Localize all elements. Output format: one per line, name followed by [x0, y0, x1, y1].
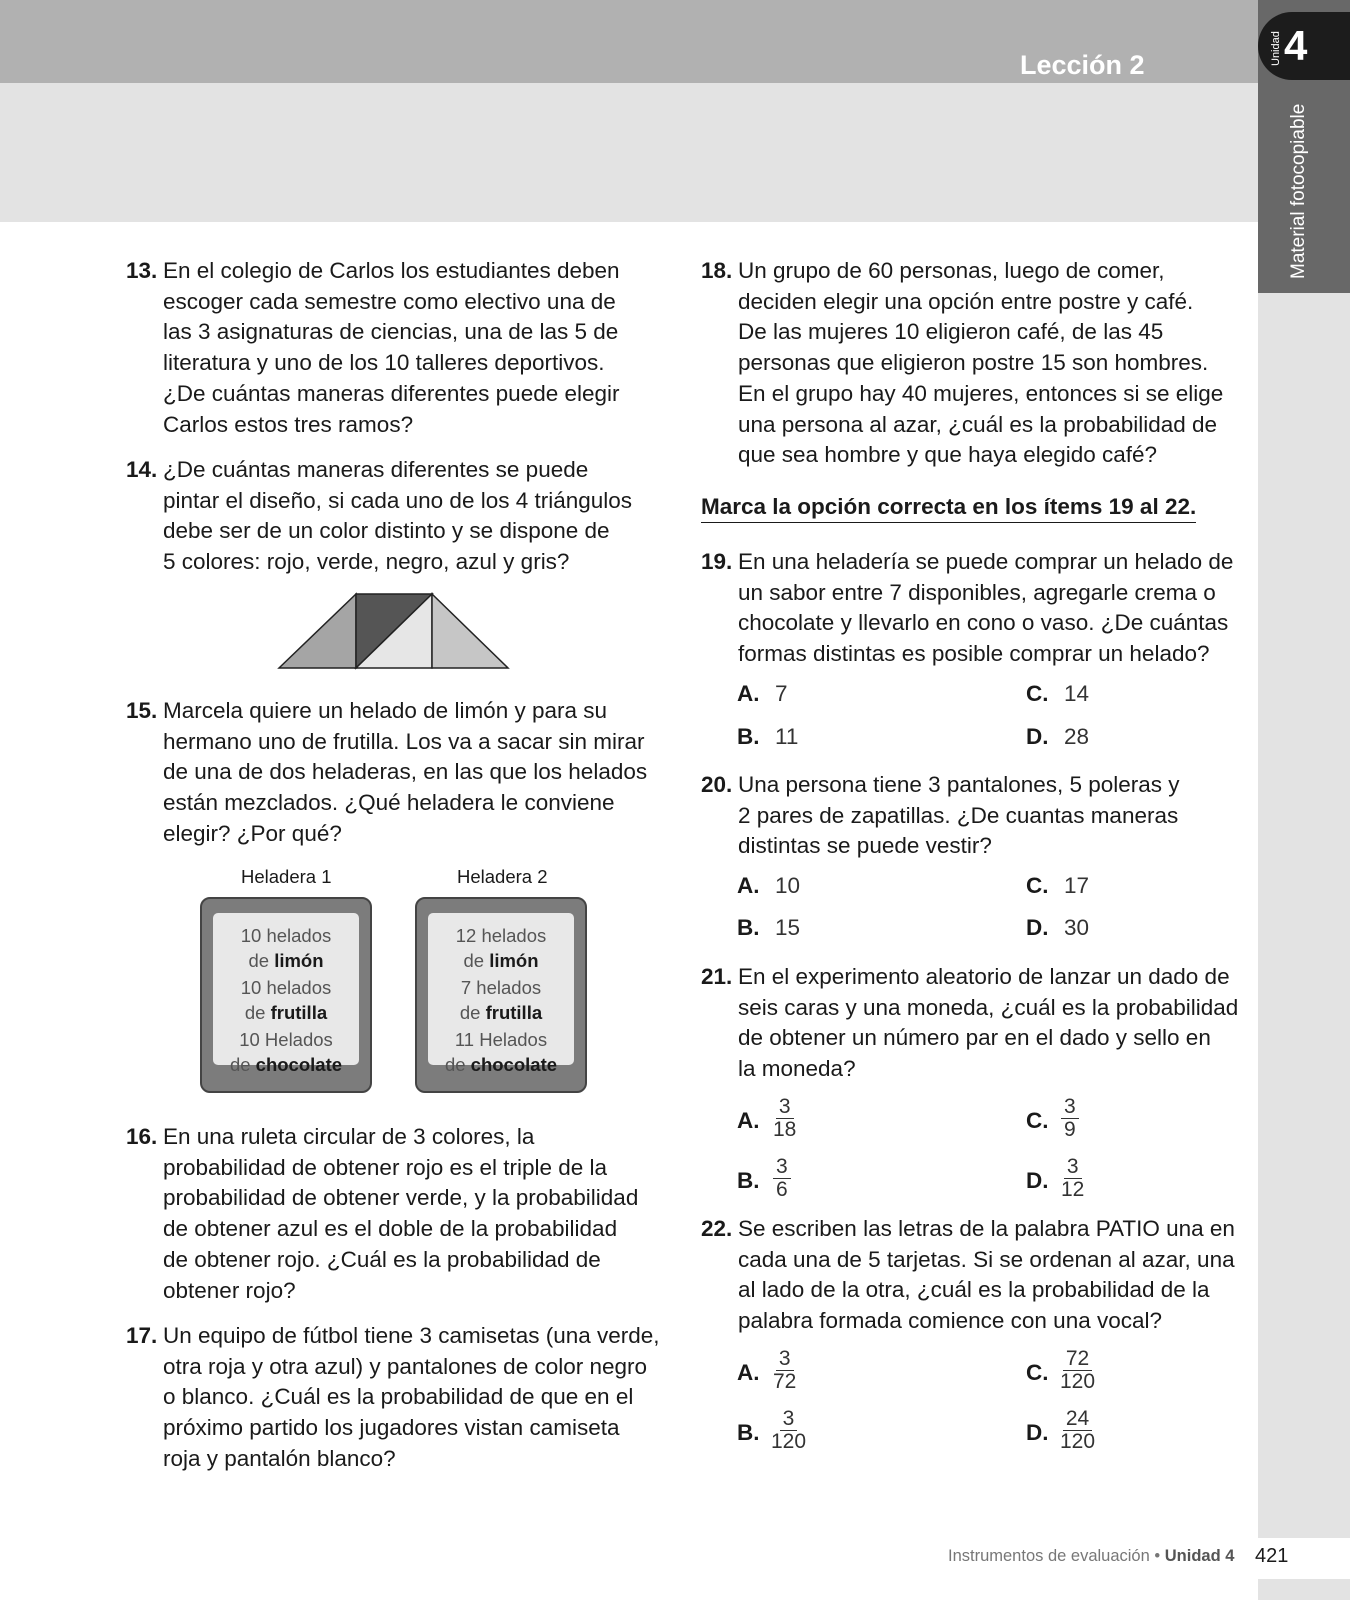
question-13	[126, 256, 666, 440]
fridge-2	[415, 897, 587, 1093]
fridge-1-title: Heladera 1	[241, 866, 332, 887]
question-22	[701, 1214, 1241, 1337]
fraction: $\frac{3}{72}$	[773, 1347, 797, 1393]
triangle-design	[276, 590, 512, 672]
option-b[interactable]: B. 15	[737, 915, 801, 940]
triangle-right	[432, 594, 508, 668]
option-a[interactable]: A.	[737, 1360, 760, 1385]
question-text: Un grupo de 60 personas, luego de comer, deciden elegir una opción entre postre y café. De las mujeres 10 eligieron café, de las 45 personas que eligieron postre 15 son hombres. En el grupo hay 40 mujeres, entonces si se elige una persona al azar, ¿cuál es la probabilidad de que sea hombre y que haya elegido café?	[738, 258, 1224, 468]
instruction: Marca la opción correcta en los ítems 19 al 22.	[701, 494, 1196, 523]
question-text: Se escriben las letras de la palabra PATIO una en cada una de 5 tarjetas. Si se ordenan al azar, una al lado de la otra, ¿cuál es la probabilidad de la palabra formada comience con una vocal?	[738, 1216, 1235, 1334]
unit-number: 4	[1284, 22, 1308, 69]
fridge-line: 10 Helados de chocolate	[229, 1029, 343, 1075]
option-c[interactable]: C.	[1026, 1108, 1049, 1133]
fridge-line: 10 helados de frutilla	[240, 977, 332, 1023]
option-c[interactable]: C. 14	[1026, 681, 1090, 706]
question-17	[126, 1321, 666, 1475]
triangle-left	[279, 594, 356, 668]
option-a[interactable]: A. 7	[737, 681, 788, 706]
question-text: En una ruleta circular de 3 colores, la probabilidad de obtener rojo es el triple de la probabilidad de obtener verde, y la probabilidad de obtener azul es el doble de la probabilidad de obtener rojo. ¿Cuál es la probabilidad de obtener rojo?	[163, 1124, 639, 1303]
question-number: 15.	[126, 698, 158, 723]
option-b[interactable]: B.	[737, 1420, 760, 1445]
question-text: ¿De cuántas maneras diferentes se puede pintar el diseño, si cada uno de los 4 triángulos debe ser de un color distinto y se dispone de 5 colores: rojo, verde, negro, azul y gris?	[163, 457, 633, 575]
question-number: 17.	[126, 1323, 158, 1348]
lesson-title: Lección 2	[1020, 50, 1145, 80]
option-a[interactable]: A.	[737, 1108, 760, 1133]
page-number: 421	[1255, 1545, 1289, 1567]
question-number: 13.	[126, 258, 158, 283]
option-a[interactable]: A. 10	[737, 873, 801, 898]
option-d[interactable]: D. 30	[1026, 915, 1090, 940]
option-b[interactable]: B.	[737, 1168, 760, 1193]
fridge-line: 7 helados de frutilla	[459, 977, 543, 1023]
option-d[interactable]: D.	[1026, 1420, 1049, 1445]
fraction: $\frac{3}{12}$	[1061, 1155, 1085, 1201]
question-15	[126, 696, 666, 850]
question-text: En el colegio de Carlos los estudiantes deben escoger cada semestre como electivo una de las 3 asignaturas de ciencias, una de las 5 de literatura y uno de los 10 talleres deportivos. ¿De cuántas maneras diferentes puede elegir Carlos estos tres ramos?	[163, 258, 620, 437]
footer: Instrumentos de evaluación • Unidad 4	[948, 1547, 1235, 1565]
fraction: $\frac{3}{120}$	[771, 1407, 807, 1453]
question-number: 14.	[126, 457, 158, 482]
fraction: $\frac{3}{18}$	[773, 1095, 797, 1141]
fraction: $\frac{24}{120}$	[1060, 1407, 1096, 1453]
question-18	[701, 256, 1241, 471]
fraction: $\frac{72}{120}$	[1060, 1347, 1096, 1393]
question-number: 22.	[701, 1216, 733, 1241]
option-c[interactable]: C.	[1026, 1360, 1049, 1385]
fridge-line: 11 Helados de chocolate	[444, 1029, 558, 1075]
option-b[interactable]: B. 11	[737, 724, 799, 749]
question-number: 19.	[701, 549, 733, 574]
question-number: 20.	[701, 772, 733, 797]
fridge-2-title: Heladera 2	[457, 866, 548, 887]
unit-label: Unidad	[1270, 31, 1282, 66]
question-text: En el experimento aleatorio de lanzar un dado de seis caras y una moneda, ¿cuál es la probabilidad de obtener un número par en el dado y sello en la moneda?	[738, 964, 1239, 1082]
question-16	[126, 1122, 666, 1306]
question-20	[701, 770, 1241, 862]
question-number: 16.	[126, 1124, 158, 1149]
fridge-line: 12 helados de limón	[455, 925, 547, 971]
question-21	[701, 962, 1241, 1085]
fraction: $\frac{3}{6}$	[773, 1156, 791, 1201]
question-19	[701, 547, 1241, 670]
question-text: En una heladería se puede comprar un helado de un sabor entre 7 disponibles, agregarle crema o chocolate y llevarlo en cono o vaso. ¿De cuántas formas distintas es posible comprar un helado?	[738, 549, 1234, 667]
fridge-line: 10 helados de limón	[240, 925, 332, 971]
question-number: 21.	[701, 964, 733, 989]
question-text: Una persona tiene 3 pantalones, 5 poleras y 2 pares de zapatillas. ¿De cuantas maneras distintas se puede vestir?	[738, 772, 1180, 859]
header-area	[0, 83, 1258, 222]
question-text: Un equipo de fútbol tiene 3 camisetas (una verde, otra roja y otra azul) y pantalones de color negro o blanco. ¿Cuál es la probabilidad de que en el próximo partido los jugadores vistan camiseta roja y pantalón blanco?	[163, 1323, 660, 1471]
question-text: Marcela quiere un helado de limón y para su hermano uno de frutilla. Los va a sacar sin mirar de una de dos heladeras, en las que los helados están mezclados. ¿Qué heladera le conviene elegir? ¿Por qué?	[163, 698, 648, 846]
question-number: 18.	[701, 258, 733, 283]
fridge-1	[200, 897, 372, 1093]
option-c[interactable]: C. 17	[1026, 873, 1090, 898]
option-d[interactable]: D.	[1026, 1168, 1049, 1193]
question-14	[126, 455, 666, 578]
fraction: $\frac{3}{9}$	[1061, 1096, 1079, 1141]
side-label: Material fotocopiable	[1288, 103, 1309, 279]
option-d[interactable]: D. 28	[1026, 724, 1090, 749]
